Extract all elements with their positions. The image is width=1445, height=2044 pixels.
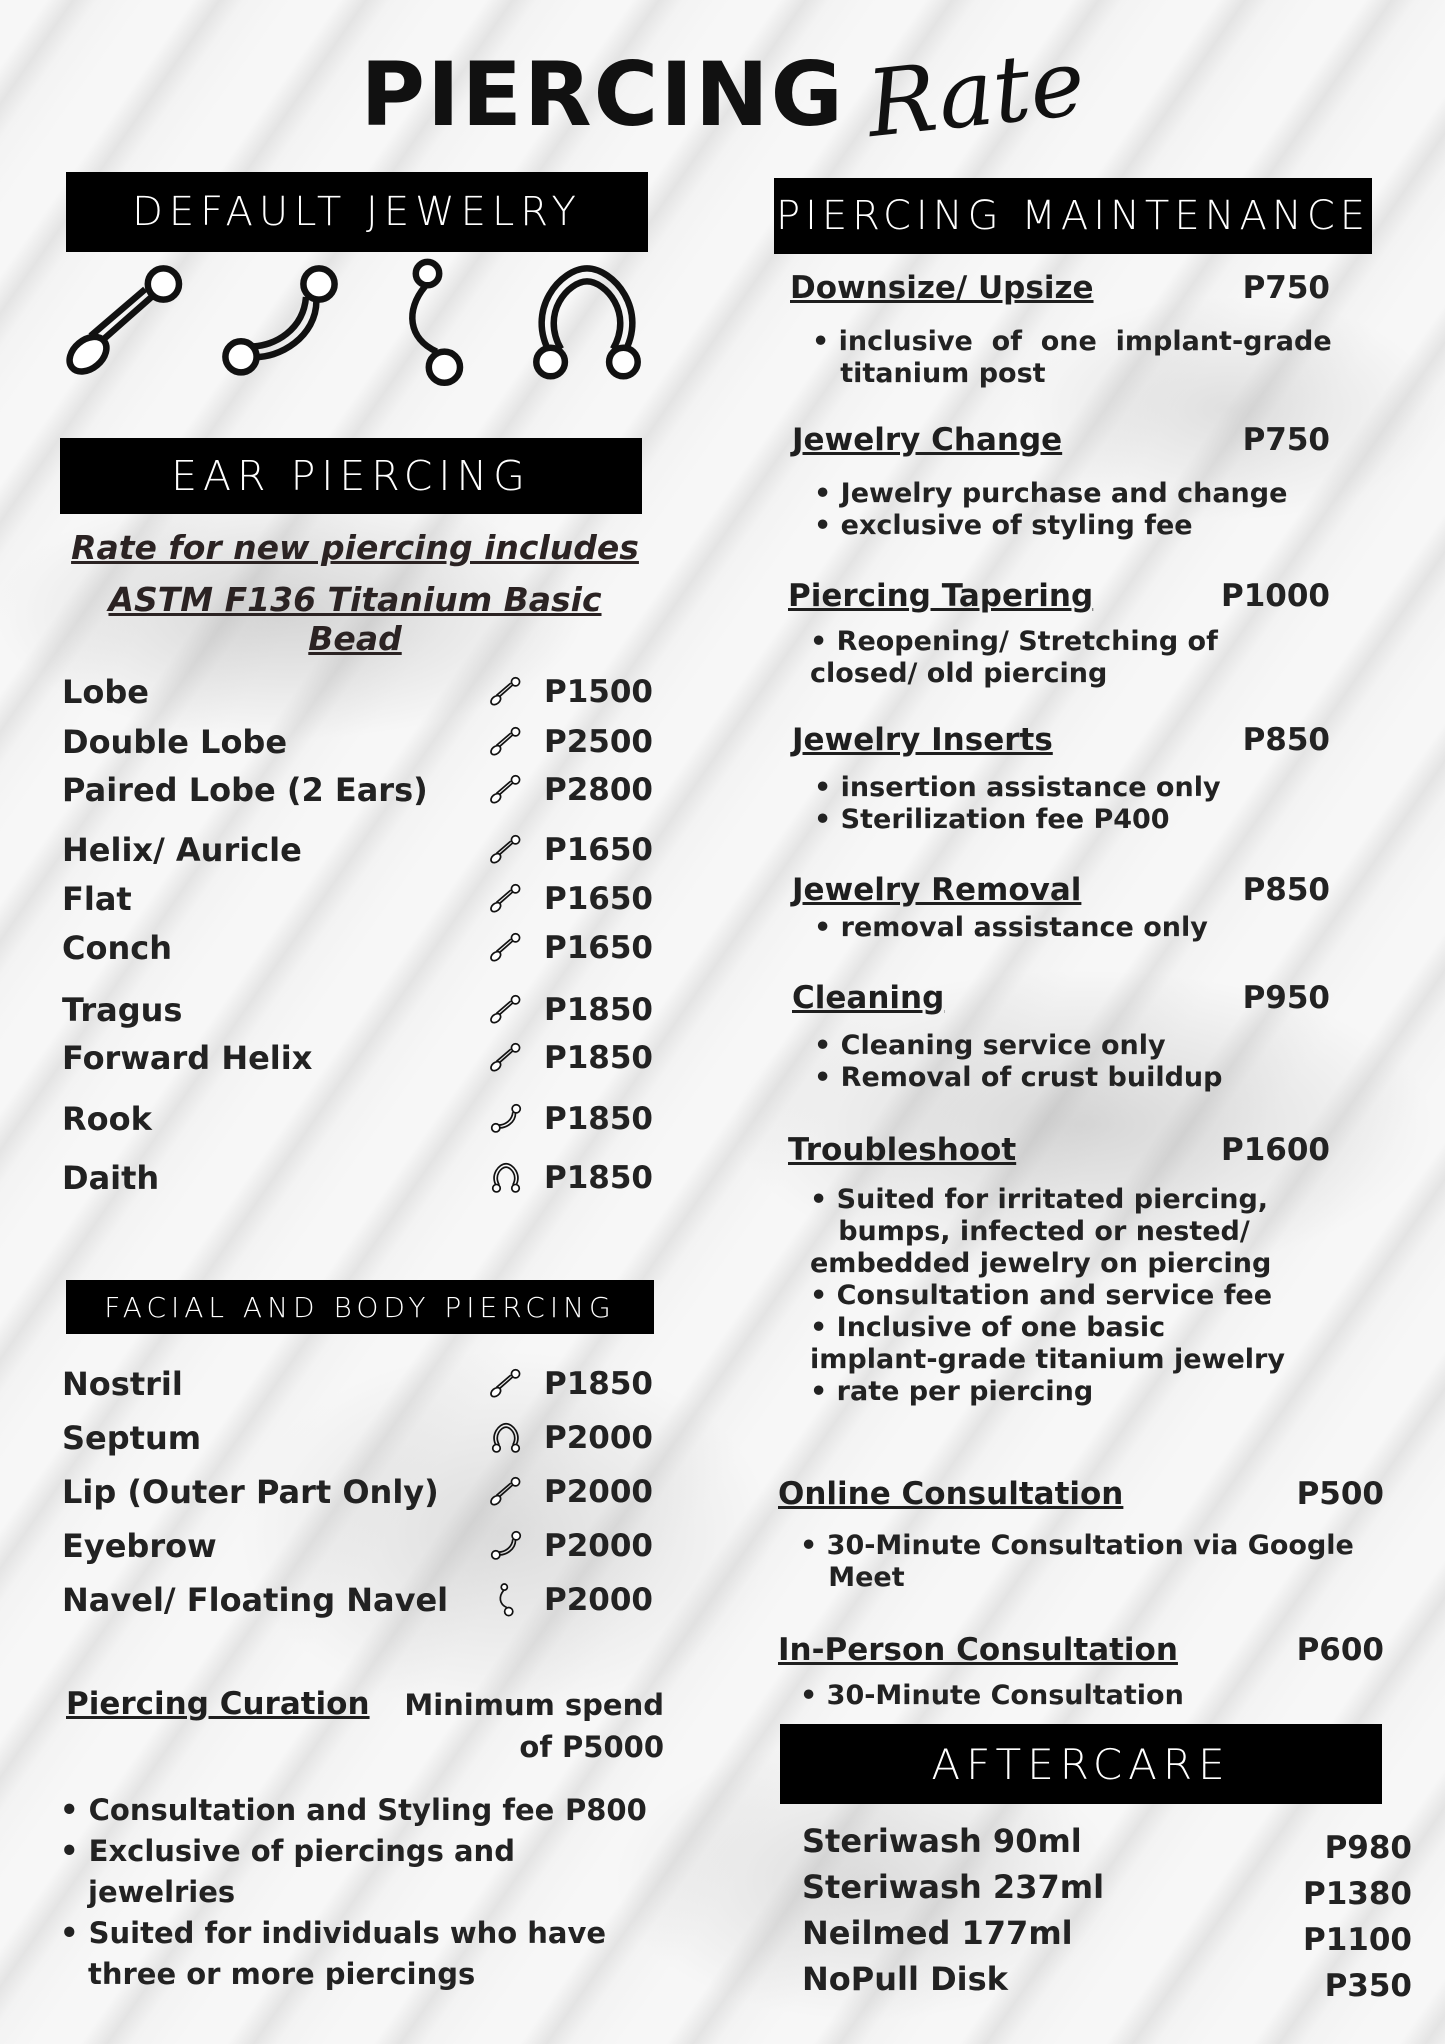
item-price: P1500 — [544, 674, 653, 710]
item-label: Tragus — [62, 991, 183, 1029]
curation-bullet-2a: • Exclusive of piercings and — [60, 1834, 515, 1868]
item-icon-wrap — [484, 720, 528, 764]
labret-stud-icon — [489, 675, 523, 709]
service-title: Downsize/ Upsize — [790, 270, 1094, 306]
curation-fee: P800 — [565, 1793, 647, 1827]
service-bullets — [814, 912, 1208, 944]
service-bullet: Meet — [800, 1562, 905, 1593]
price-row — [62, 720, 652, 764]
price-row — [62, 1362, 652, 1406]
facial-body-heading: FACIAL AND BODY PIERCING — [66, 1280, 654, 1334]
item-icon-wrap — [484, 1156, 528, 1200]
title-script: Rate — [861, 28, 1090, 159]
aftercare-label: Steriwash 90ml — [802, 1822, 1082, 1860]
service-bullets — [810, 1184, 1285, 1408]
aftercare-row — [802, 1868, 1412, 1912]
item-icon-wrap — [484, 926, 528, 970]
maintenance-heading: PIERCING MAINTENANCE — [774, 178, 1372, 254]
item-label: Navel/ Floating Navel — [62, 1581, 449, 1619]
item-label: Lobe — [62, 673, 149, 711]
service-bullets — [814, 772, 1221, 836]
service-bullet: closed/ old piercing — [810, 658, 1108, 689]
service-bullet: bumps, infected or nested/ — [810, 1216, 1250, 1247]
service-bullet: • Sterilization fee P400 — [814, 804, 1170, 835]
curation-bullet-1: • Consultation and Styling fee P800 — [60, 1790, 606, 1831]
service-price: P600 — [1296, 1632, 1384, 1668]
item-label: Nostril — [62, 1365, 183, 1403]
aftercare-row — [802, 1960, 1412, 2004]
item-label: Paired Lobe (2 Ears) — [62, 771, 428, 809]
labret-stud-icon — [62, 258, 192, 388]
navel-barbell-icon — [369, 258, 499, 388]
curation-min-line2: of P5000 — [519, 1730, 664, 1764]
price-row — [62, 1416, 652, 1460]
item-icon-wrap — [484, 988, 528, 1032]
item-price: P1850 — [544, 1040, 653, 1076]
service-title: Piercing Tapering — [788, 578, 1094, 614]
price-row — [62, 1470, 652, 1514]
price-row — [62, 1156, 652, 1200]
labret-stud-icon — [489, 833, 523, 867]
item-label: Helix/ Auricle — [62, 831, 302, 869]
aftercare-label: NoPull Disk — [802, 1960, 1008, 1998]
service-title: In-Person Consultation — [778, 1632, 1178, 1668]
service-price: P850 — [1242, 722, 1330, 758]
price-row — [62, 988, 652, 1032]
item-price: P2800 — [544, 772, 653, 808]
item-icon-wrap — [484, 1036, 528, 1080]
service-bullets — [812, 326, 1332, 390]
labret-stud-icon — [489, 882, 523, 916]
aftercare-row — [802, 1822, 1412, 1866]
item-label: Forward Helix — [62, 1039, 313, 1077]
service-bullet: titanium post — [812, 358, 1046, 389]
service-title: Troubleshoot — [788, 1132, 1017, 1168]
aftercare-price: P1380 — [1303, 1876, 1412, 1912]
item-icon-wrap — [484, 768, 528, 812]
item-icon-wrap — [484, 1416, 528, 1460]
service-bullet: • removal assistance only — [814, 912, 1208, 943]
item-label: Flat — [62, 880, 132, 918]
item-icon-wrap — [484, 1362, 528, 1406]
service-bullets — [814, 1030, 1222, 1094]
item-price: P2000 — [544, 1582, 653, 1618]
item-price: P1850 — [544, 1101, 653, 1137]
service-bullet: • Removal of crust buildup — [814, 1062, 1223, 1093]
price-row — [62, 1097, 652, 1141]
item-icon-wrap — [484, 1097, 528, 1141]
curved-barbell-icon — [215, 258, 345, 388]
item-label: Eyebrow — [62, 1527, 217, 1565]
item-icon-wrap — [484, 1470, 528, 1514]
price-row — [62, 768, 652, 812]
service-title: Jewelry Removal — [792, 872, 1082, 908]
aftercare-label: Neilmed 177ml — [802, 1914, 1073, 1952]
service-price: P1000 — [1221, 578, 1330, 614]
service-bullets — [800, 1680, 1184, 1712]
item-label: Rook — [62, 1100, 152, 1138]
title-main: PIERCING — [360, 43, 845, 146]
service-bullet: • exclusive of styling fee — [814, 510, 1193, 541]
curved-barbell-icon — [489, 1102, 523, 1136]
curved-barbell-icon — [489, 1529, 523, 1563]
price-row — [62, 1524, 652, 1568]
navel-barbell-icon — [489, 1583, 523, 1617]
service-bullet: • Inclusive of one basic — [810, 1312, 1166, 1343]
aftercare-label: Steriwash 237ml — [802, 1868, 1105, 1906]
price-row — [62, 828, 652, 872]
service-bullet: • Consultation and service fee — [810, 1280, 1273, 1311]
horseshoe-ring-icon — [522, 258, 652, 388]
horseshoe-ring-icon — [489, 1421, 523, 1455]
service-bullet: • Cleaning service only — [814, 1030, 1166, 1061]
curation-min-spend — [400, 1684, 664, 1768]
item-price: P2000 — [544, 1474, 653, 1510]
aftercare-row — [802, 1914, 1412, 1958]
item-price: P2500 — [544, 724, 653, 760]
price-row — [62, 670, 652, 714]
item-price: P2000 — [544, 1528, 653, 1564]
service-price: P750 — [1242, 422, 1330, 458]
default-jewelry-heading: DEFAULT JEWELRY — [66, 172, 648, 252]
aftercare-price: P980 — [1324, 1830, 1412, 1866]
aftercare-heading: AFTERCARE — [780, 1724, 1382, 1804]
item-price: P1850 — [544, 992, 653, 1028]
curation-bullet-2b: jewelries — [88, 1875, 236, 1909]
labret-stud-icon — [489, 1041, 523, 1075]
curation-bullets — [60, 1790, 647, 1995]
aftercare-price: P350 — [1324, 1968, 1412, 2004]
item-price: P1850 — [544, 1160, 653, 1196]
service-bullets — [814, 478, 1287, 542]
labret-stud-icon — [489, 773, 523, 807]
service-bullet: • Jewelry purchase and change — [814, 478, 1288, 509]
labret-stud-icon — [489, 931, 523, 965]
price-row — [62, 1036, 652, 1080]
service-title: Jewelry Inserts — [792, 722, 1053, 758]
service-price: P750 — [1242, 270, 1330, 306]
labret-stud-icon — [489, 1367, 523, 1401]
item-price: P1650 — [544, 832, 653, 868]
curation-bullet-3a: • Suited for individuals who have — [60, 1916, 607, 1950]
item-label: Lip (Outer Part Only) — [62, 1473, 439, 1511]
labret-stud-icon — [489, 1475, 523, 1509]
item-label: Conch — [62, 929, 172, 967]
labret-stud-icon — [489, 725, 523, 759]
ear-piercing-heading: EAR PIERCING — [60, 438, 642, 514]
page-title — [0, 28, 1445, 159]
service-title: Cleaning — [792, 980, 945, 1016]
service-bullet: implant-grade titanium jewelry — [810, 1344, 1285, 1375]
service-bullets — [800, 1530, 1354, 1594]
labret-stud-icon — [489, 993, 523, 1027]
service-bullet: • Reopening/ Stretching of — [810, 626, 1218, 657]
service-price: P950 — [1242, 980, 1330, 1016]
horseshoe-ring-icon — [489, 1161, 523, 1195]
aftercare-price: P1100 — [1303, 1922, 1412, 1958]
service-title: Online Consultation — [778, 1476, 1124, 1512]
service-bullet: • Suited for irritated piercing, — [810, 1184, 1269, 1215]
service-bullet: • inclusive of one implant-grade — [812, 326, 1332, 357]
ear-piercing-note-line2: ASTM F136 Titanium Basic Bead — [108, 580, 602, 658]
service-bullet: • rate per piercing — [810, 1376, 1094, 1407]
service-price: P500 — [1296, 1476, 1384, 1512]
service-bullet: • 30-Minute Consultation — [800, 1680, 1184, 1711]
item-label: Septum — [62, 1419, 202, 1457]
item-price: P1650 — [544, 930, 653, 966]
item-label: Daith — [62, 1159, 160, 1197]
curation-title: Piercing Curation — [66, 1686, 370, 1722]
price-row — [62, 877, 652, 921]
ear-piercing-note-line1: Rate for new piercing includes — [71, 528, 639, 567]
service-bullet: embedded jewelry on piercing — [810, 1248, 1272, 1279]
price-row — [62, 926, 652, 970]
service-title: Jewelry Change — [792, 422, 1063, 458]
service-bullet: • 30-Minute Consultation via Google — [800, 1530, 1354, 1561]
service-bullets — [810, 626, 1218, 690]
item-label: Double Lobe — [62, 723, 288, 761]
service-bullet: • insertion assistance only — [814, 772, 1221, 803]
curation-min-line1: Minimum spend — [404, 1688, 664, 1722]
item-icon-wrap — [484, 828, 528, 872]
service-price: P850 — [1242, 872, 1330, 908]
default-jewelry-icons — [62, 258, 652, 388]
curation-bullet-3b: three or more piercings — [88, 1957, 476, 1991]
item-price: P2000 — [544, 1420, 653, 1456]
item-icon-wrap — [484, 1524, 528, 1568]
item-icon-wrap — [484, 877, 528, 921]
item-price: P1850 — [544, 1366, 653, 1402]
item-icon-wrap — [484, 1578, 528, 1622]
item-icon-wrap — [484, 670, 528, 714]
item-price: P1650 — [544, 881, 653, 917]
price-row — [62, 1578, 652, 1622]
service-price: P1600 — [1221, 1132, 1330, 1168]
